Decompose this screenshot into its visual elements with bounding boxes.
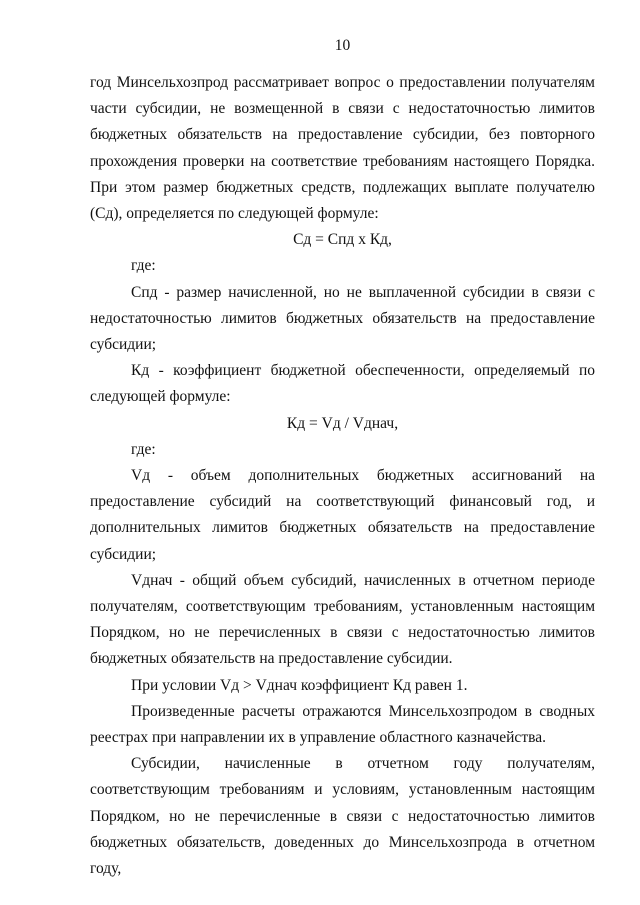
paragraph-condition: При условии Vд > Vднач коэффициент Кд равен 1.: [131, 676, 468, 694]
formula-kd: Кд = Vд / Vднач,: [286, 414, 399, 432]
paragraph-kd-definition: Кд - коэффициент бюджетной обеспеченности, определяемый по следующей формуле:: [90, 362, 595, 406]
document-body: [90, 70, 595, 882]
where-label: где:: [131, 257, 156, 275]
document-page: [90, 0, 595, 905]
paragraph-vdnach-definition: Vднач - общий объем субсидий, начисленных в отчетном периоде получателям, соответствующим требованиям, установленным настоящим Порядком, но не перечисленных в связи с недостаточностью лимитов бюджетных обязательств на предоставление субсидии.: [90, 571, 595, 668]
paragraph-spd-definition: Спд - размер начисленной, но не выплаченной субсидии в связи с недостаточностью лимитов бюджетных обязательств на предоставление субсидии;: [90, 283, 595, 354]
paragraph-subsidies: Субсидии, начисленные в отчетном году получателям, соответствующим требованиям и условиям, установленным настоящим Порядком, но не перечисленные в связи с недостаточностью лимитов бюджетных обязательств, доведенных до Минсельхозпрода в отчетном году,: [90, 755, 595, 878]
where-label: где:: [131, 440, 156, 458]
formula-sd: Сд = Спд х Кд,: [293, 231, 392, 249]
page-number: 10: [334, 37, 351, 54]
paragraph-continuation: год Минсельхозпрод рассматривает вопрос о предоставлении получателям части субсидии, не возмещенной в связи с недостаточностью лимитов бюджетных обязательств на предоставление субсидии, без повторного прохождения проверки на соответствие требованиям настоящего Порядка. При этом размер бюджетных средств, подлежащих выплате получателю (Сд), определяется по следующей формуле:: [90, 74, 595, 223]
paragraph-vd-definition: Vд - объем дополнительных бюджетных ассигнований на предоставление субсидий на соответствующий финансовый год, и дополнительных лимитов бюджетных обязательств на предоставление субсидии;: [90, 467, 595, 563]
paragraph-calculations: Произведенные расчеты отражаются Минсельхозпродом в сводных реестрах при направлении их в управление областного казначейства.: [90, 702, 595, 747]
